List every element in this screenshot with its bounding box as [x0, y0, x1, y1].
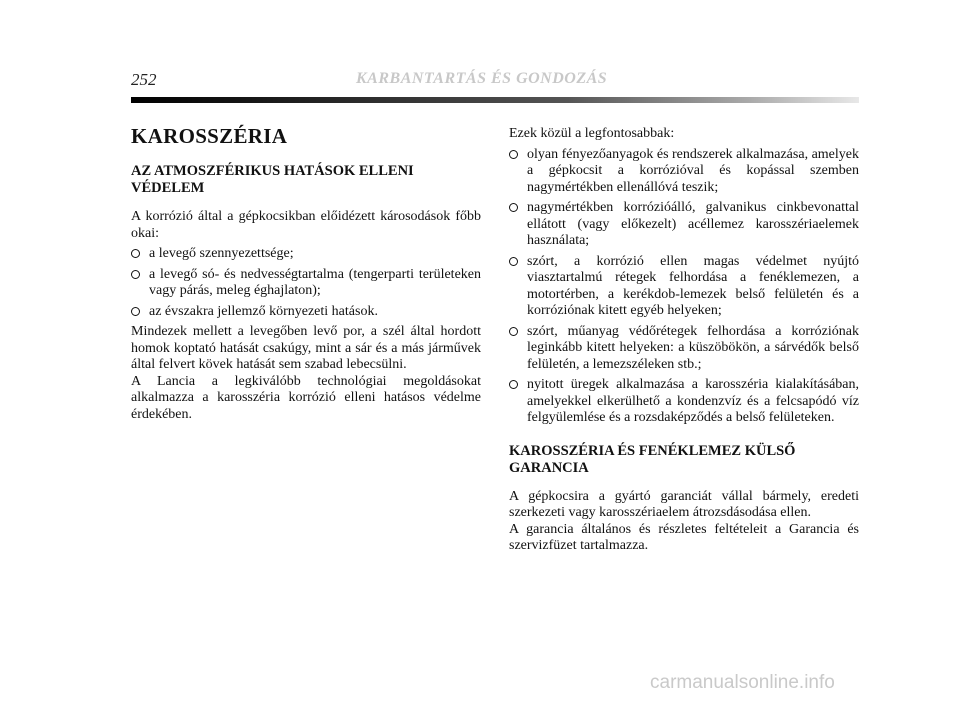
intro-paragraph: Ezek közül a legfontosabbak: — [509, 126, 675, 141]
section-heading: AZ ATMOSZFÉRIKUS HATÁSOK ELLENI VÉDELEM — [131, 163, 414, 196]
list-item — [131, 304, 481, 321]
running-title: KARBANTARTÁS ÉS GONDOZÁS — [356, 70, 608, 87]
circle-bullet-icon — [509, 150, 518, 159]
list-item — [131, 246, 481, 263]
list-item — [509, 147, 859, 197]
page-title: KAROSSZÉRIA — [131, 124, 288, 148]
page-number: 252 — [131, 70, 157, 89]
list-item-text: az évszakra jellemző környezeti hatások. — [149, 303, 378, 319]
header-rule — [131, 97, 859, 103]
warranty-paragraph: A garancia általános és részletes feltételeit a Garancia és szervizfüzet tartalmazza. — [509, 521, 859, 553]
circle-bullet-icon — [131, 270, 140, 279]
circle-bullet-icon — [509, 257, 518, 266]
list-item-text: szórt, műanyag védőrétegek felhordása a korróziónak leginkább kitett helyeken: a küszöbökön, a sárvédők belső felületén, a lemezszéleken stb.; — [527, 323, 859, 372]
body-paragraph: A Lancia a legkiválóbb technológiai megoldásokat alkalmazza a karosszéria korrózió elleni hatásos védelme érdekében. — [131, 373, 481, 422]
list-item — [131, 267, 481, 300]
list-item-text: nyitott üregek alkalmazása a karosszéria kialakításában, amelyekkel elkerülhető a kondenzvíz és a felcsapódó víz felgyülemlése és a rozsdaképződés a belső felületeken. — [527, 377, 859, 425]
list-item — [509, 254, 859, 320]
intro-paragraph: A korrózió által a gépkocsikban előidézett károsodások főbb okai: — [131, 209, 481, 241]
list-item-text: szórt, a korrózió ellen magas védelmet nyújtó viasztartalmú rétegek felhordása a fenéklemezen, a motortérben, a kerékdob-lemezek belső felületén és a korróziónak kitett egyéb helyeken; — [527, 253, 859, 318]
warranty-paragraph: A gépkocsira a gyártó garanciát vállal bármely, eredeti szerkezeti vagy karosszériaelem átrozsdásodása ellen. — [509, 488, 859, 520]
list-item-text: olyan fényezőanyagok és rendszerek alkalmazása, amelyek a gépkocsit a korrózióval és kopással szemben nagymértékben ellenállóvá teszik; — [527, 146, 859, 195]
causes-list — [131, 246, 481, 320]
circle-bullet-icon — [131, 307, 140, 316]
site-watermark: carmanualsonline.info — [650, 672, 835, 693]
left-column — [131, 124, 481, 427]
list-item-text: a levegő szennyezettsége; — [149, 246, 294, 261]
circle-bullet-icon — [509, 380, 518, 389]
right-column — [509, 126, 859, 559]
list-item — [509, 324, 859, 374]
circle-bullet-icon — [509, 203, 518, 212]
measures-list — [509, 147, 859, 427]
body-paragraph: Mindezek mellett a levegőben levő por, a szél által hordott homok koptató hatását csakúgy, mint a sár és a más járművek által felvert kövek hatását sem szabad lebecsülni. — [131, 324, 481, 372]
list-item-text: nagymértékben korrózióálló, galvanikus cinkbevonattal ellátott (vagy előkezelt) acéllemez karosszériaelemek használata; — [527, 200, 859, 248]
list-item-text: a levegő só- és nedvességtartalma (tengerparti területeken vagy párás, meleg éghajlaton); — [149, 266, 481, 298]
list-item — [509, 377, 859, 427]
warranty-heading: KAROSSZÉRIA ÉS FENÉKLEMEZ KÜLSŐ GARANCIA — [509, 442, 796, 476]
spacer — [509, 431, 859, 443]
list-item — [509, 200, 859, 250]
circle-bullet-icon — [509, 327, 518, 336]
circle-bullet-icon — [131, 249, 140, 258]
